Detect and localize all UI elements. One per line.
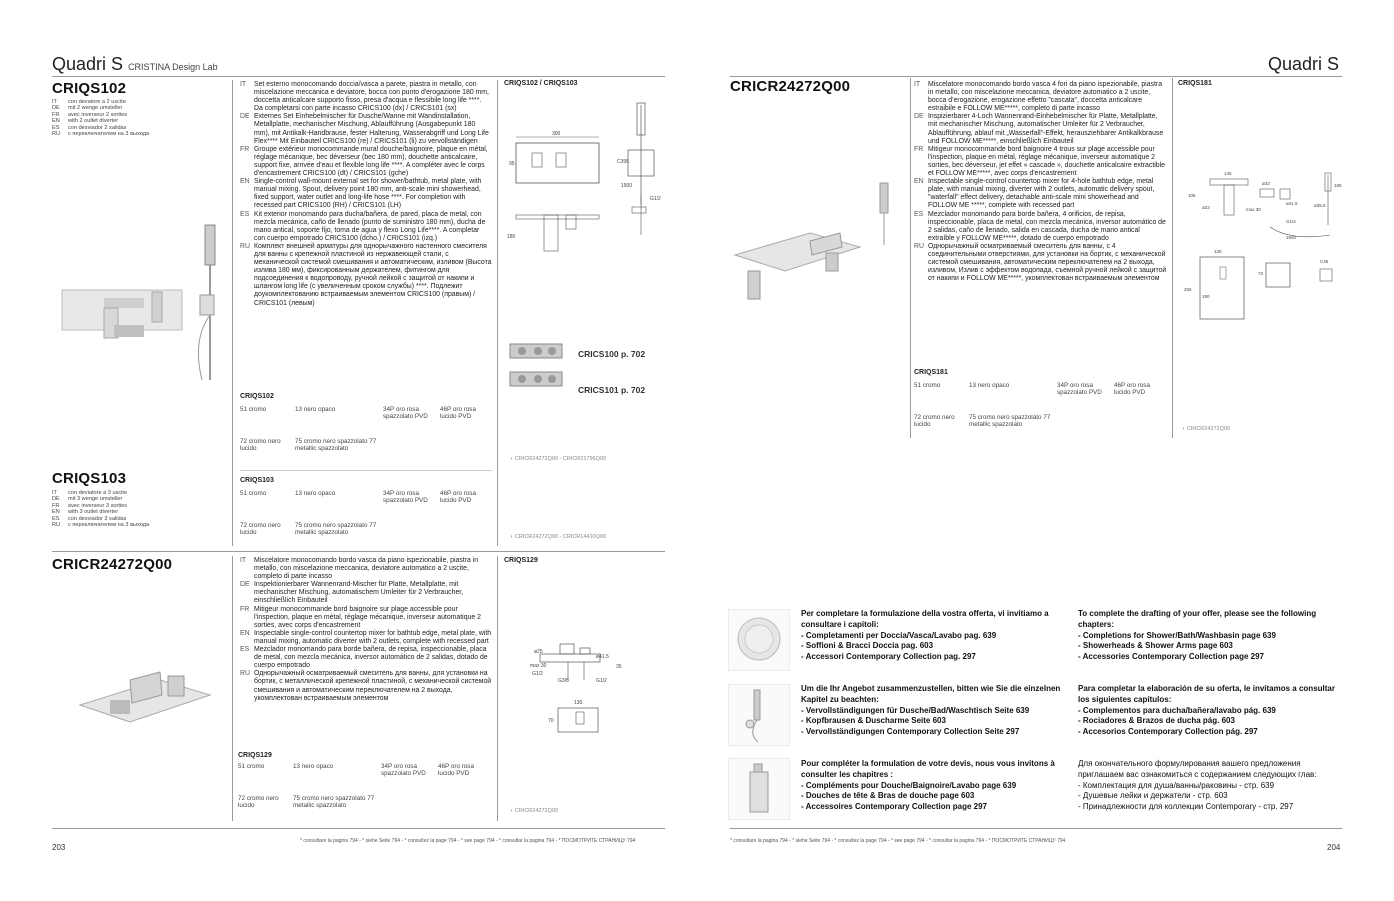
finish-item: 34P oro rosa spazzolato PVD (381, 763, 426, 778)
desc-row (914, 211, 1168, 243)
finishes-title: CRIQS181 (914, 369, 948, 376)
dim-label: ø22 (1202, 205, 1210, 210)
desc-lang: DE (240, 581, 250, 589)
desc-text: Комплект внешней арматуры для однорычажного настенного смесителя для ванны с крепежной пластиной из нержавеющей стали, с механической системой смешивания и автоматическим, изливом (Высота излива 180 мм), фиксированным держателем, фитингом для подсоединения к водопроводу, ручной лейкой с защитой от накипи и шлангом long life (с увеличенным сроком службы) ****. Подлежит доукомплектованию встраиваемым элементом CRICS100 (правым) / CRICS101 (левым) (254, 242, 492, 307)
product-code-criqs181: CRICR24272Q00 (730, 78, 851, 95)
lang-key: RU (52, 131, 61, 138)
tech-title-criqs102: CRIQS102 / CRIQS103 (504, 80, 578, 87)
dim-label: 130 (574, 700, 583, 706)
column-divider (232, 556, 233, 821)
finish-item: 46P oro rosa lucido PVD (440, 406, 476, 421)
finishes-title: CRIQS129 (238, 752, 272, 759)
desc-lang: EN (240, 629, 250, 637)
product-image-criqs129 (70, 650, 220, 740)
desc-lang: FR (914, 145, 924, 153)
desc-text: Inspektionierbarer Wannenrand-Mischer für Platte, Metallplatte, mit mechanischer Mischung, automatischem Umleiter für 2 Verbraucher, einschließlich Einbauteil (254, 581, 464, 605)
dim-label: 95 (509, 161, 515, 167)
finishes-criqs181 (914, 369, 1168, 439)
note-en (1078, 609, 1342, 663)
link-crics100: CRICS100 p. 702 (578, 349, 646, 359)
finish-item: 75 cromo nero spazzolato 77 metallic spazzolato (969, 414, 1051, 429)
page-number-right: 204 (1327, 843, 1341, 852)
finish-item: 13 nero opaco (969, 382, 1010, 389)
desc-lang: EN (240, 178, 250, 186)
desc-lang: IT (240, 81, 247, 88)
cartridge-code-text: CRICR24272Q00 (514, 808, 558, 814)
desc-text: Groupe extérieur monocommande mural douche/baignoire, plaque en métal, réglage mécanique, bec déverseur (bec 180 mm), douchette anticalcaire, support fixe, arrivée d'eau et flexible long life ****. A compléter avec le corps d'encastrement CRICS100 (dt) / CRICS101 (gche) (254, 145, 488, 178)
desc-lang: ES (914, 210, 924, 218)
cartridge-code-text: CRICR24272Q00 (1186, 426, 1230, 432)
product-code-criqs129: CRICR24272Q00 (52, 556, 173, 573)
lang-value: con desviador 3 salidas (68, 515, 127, 522)
note-item: - Showerheads & Shower Arms page 603 (1078, 641, 1233, 651)
product-image-criqs102 (52, 220, 227, 390)
product-image-criqs181 (730, 175, 905, 305)
finishes-grid (240, 400, 492, 460)
desc-lang: RU (914, 242, 924, 250)
lang-value: с переключателем на 3 выхода (68, 522, 150, 529)
footer-rule (52, 828, 665, 829)
lang-value: avec inverseur 3 sorties (68, 502, 128, 509)
finish-item: 13 nero opaco (295, 406, 336, 413)
note-item: - Complementos para ducha/bañera/lavabo pág. 639 (1078, 705, 1276, 715)
lang-key: DE (52, 496, 60, 503)
finish-item: 46P oro rosa lucido PVD (440, 490, 476, 505)
lang-key: IT (52, 99, 57, 105)
desc-lang: DE (914, 113, 924, 121)
note-item: - Vervollständigungen Contemporary Collection Seite 297 (801, 727, 1020, 737)
note-heading: Для окончательного формулирования вашего предложения приглашаем вас ознакомиться с содержанием следующих глав: (1078, 759, 1317, 779)
finish-item: 34P oro rosa spazzolato PVD (383, 490, 428, 505)
hand-shower-image (728, 684, 790, 746)
column-divider (910, 78, 911, 438)
note-it (801, 609, 1063, 663)
desc-lang: FR (240, 145, 250, 153)
finish-item: 51 cromo (238, 763, 265, 770)
desc-text: Miscelatore monocomando bordo vasca da piano ispezionabile, piastra in metallo, con miscelazione meccanica, deviatore automatico a 2 uscite, completo di parte incasso (254, 557, 479, 581)
dim-label: 130 (1224, 171, 1232, 176)
finish-item: 72 cromo nero lucido (238, 795, 279, 810)
footnote-left: * consultare la pagina 794 - * siehe Seite 794 - * consultez la page 794 - * see page 794 - * consultar la pagina 794 - * ПОСМОТРИТЕ СТРАНИЦУ 794 (300, 838, 636, 844)
desc-text: Mezclador monomando para borde bañera, 4 orificios, de repisa, inspeccionable, placa de metal, con mezcla mecánica, inversor automático de 2 salidas, caño de llenado, salida en cascada, ducha de mano antical extraíble y FOLLOW ME*****, dotado de cuerpo empotrado (928, 210, 1166, 242)
dim-label: G1/2 (1286, 219, 1296, 224)
tech-title-criqs129: CRIQS129 (504, 557, 538, 564)
dim-label: 35 (616, 664, 622, 670)
cartridge-code-text: CRICR24272Q00 - CRICR21796Q00 (514, 456, 606, 462)
desc-lang: RU (240, 242, 250, 250)
cartridge-code: ◗ CRICR24272Q00 - CRICR21796Q00 (510, 456, 606, 462)
desc-text: Externes Set Einhebelmischer für Dusche/Wanne mit Wandinstallation, Metallplatte, mechanischer Mischung, Ablaufführung (Ausgabepunkt 180 mm), mit Antikalk-Handbrause, fester Halterung, Wasserabgriff und Long Life Flex**** Mit Einbauteil CRICS100 (re) / CRICS101 (li) zu vervollständigen (254, 113, 489, 145)
note-item: - Душевые лейки и держатели - стр. 603 (1078, 791, 1228, 801)
note-heading: Um die Ihr Angebot zusammenzustellen, bitten wie Sie die einzelnen Kapitel zu beachten: (801, 684, 1061, 704)
desc-lang: ES (240, 210, 250, 218)
desc-text: Mitigeur monocommande bord baignoire sur plage accessible pour l'inspection, plaque en métal, réglage mécanique, inverseur automatique 2 sorties, avec corps d'encastrement (254, 605, 481, 629)
desc-row (240, 146, 492, 178)
header-rule (52, 76, 665, 77)
desc-lang: ES (240, 646, 250, 654)
lang-value: con desviador 2 salidas (68, 124, 127, 131)
lang-row (52, 131, 227, 137)
desc-row (914, 146, 1168, 178)
dim-label: max 30 (1246, 207, 1261, 212)
lang-key: EN (52, 118, 60, 125)
tech-drawing-criqs102 (504, 95, 664, 335)
column-divider (232, 80, 233, 546)
footer-rule (730, 828, 1342, 829)
dim-label: C395 (617, 159, 629, 165)
note-item: - Kopfbrausen & Duscharme Seite 603 (801, 716, 946, 726)
desc-text: Set esterno monocomando doccia/vasca a parete, piastra in metallo, con miscelazione meccanica e deviatore, bocca con punto d'erogazione 180 mm, doccetta anticalcare supporto fisso, presa d'acqua e flessibile long life ****. Da completarsi con parte incasso CRICS100 (dx) / CRICS101 (sx) (254, 81, 489, 113)
dim-label: max 30 (530, 663, 547, 669)
lang-key: DE (52, 105, 60, 112)
header-rule (730, 76, 1342, 77)
dim-label: 1500 (1286, 235, 1297, 240)
lang-value: con deviatore a 3 uscite (68, 490, 128, 496)
description-criqs102 (240, 81, 492, 308)
dim-label: ø35.5 (1314, 203, 1326, 208)
note-de (801, 684, 1063, 738)
desc-row (914, 178, 1168, 210)
note-item: - Soffioni & Bracci Doccia pag. 603 (801, 641, 934, 651)
desc-text: Inspectable single-control countertop mixer for 4-hole bathtub edge, metal plate, with manual mixing, diverter with 2 outlets, automatic delivery spout, "waterfall" effect delivery, detachable anti-scale mini showerhead and FOLLOW ME *****, complete with recessed part (928, 178, 1155, 210)
link-crics101: CRICS101 p. 702 (578, 385, 646, 395)
dim-label: 185 (1334, 183, 1342, 188)
note-item: - Комплектация для душа/ванны/раковины - стр. 639 (1078, 780, 1275, 790)
dim-label: ø33 (1262, 181, 1270, 186)
desc-text: Kit exterior monomando para ducha/bañera, de pared, placa de metal, con mezcla mecánica, caño de llenado (punto de suministro 180 mm), ducha de mano antical, soporte fijo, toma de agua y flexo Long Life****. A completar con cuerpo empotrado CRICS100 (dcho.) / CRICS101 (izq.) (254, 210, 486, 242)
lang-key: ES (52, 515, 60, 522)
finish-item: 51 cromo (240, 490, 267, 497)
cartridge-code-text: CRICR24272Q00 - CRICR14410Q00 (514, 534, 606, 540)
dim-label: ø41.5 (1286, 201, 1298, 206)
dim-label: G3/8 (558, 678, 569, 684)
dim-label: ø25 (534, 649, 543, 655)
dim-label: C45 (1320, 259, 1329, 264)
lang-value: avec inverseur 2 sorties (68, 111, 128, 118)
tech-title-criqs181: CRIQS181 (1178, 80, 1212, 87)
lang-key: FR (52, 502, 60, 509)
lang-row (52, 522, 227, 528)
recessed-part-images (504, 338, 574, 396)
lang-value: mit 2 wenge umsteller (68, 105, 123, 112)
dim-label: 106 (1188, 193, 1196, 198)
note-item: - Douches de tête & Bras de douche page 603 (801, 791, 975, 801)
finish-item: 72 cromo nero lucido (240, 438, 281, 453)
note-item: - Compléments pour Douche/Baignoire/Lavabo page 639 (801, 780, 1017, 790)
tech-drawing-criqs181 (1180, 165, 1345, 325)
page-number-left: 203 (52, 843, 66, 852)
desc-lang: IT (914, 81, 921, 88)
desc-row (240, 646, 492, 670)
note-ru (1078, 759, 1342, 813)
brand-subtitle: CRISTINA Design Lab (128, 62, 218, 72)
lang-key: ES (52, 124, 60, 131)
finish-item: 75 cromo nero spazzolato 77 metallic spazzolato (295, 522, 377, 537)
dim-label: 70 (548, 718, 554, 724)
desc-lang: FR (240, 605, 250, 613)
description-criqs181 (914, 81, 1168, 283)
desc-text: Однорычажный осматриваемый смеситель для ванны, для установки на бортик, с металлической крепежной пластиной, с механической системой смешивания и автоматическим переключателем на 2 выхода, укомплектован встраиваемым элементом (254, 670, 492, 702)
note-heading: Per completare la formulazione della vostra offerta, vi invitiamo a consultare i capitoli: (801, 609, 1049, 629)
brand-right: Quadri S (1268, 54, 1340, 74)
lang-value: with 3 outlet diverter (68, 509, 119, 516)
column-divider (497, 80, 498, 546)
desc-row (240, 211, 492, 243)
note-heading: To complete the drafting of your offer, please see the following chapters: (1078, 609, 1317, 629)
finish-item: 72 cromo nero lucido (240, 522, 281, 537)
finishes-grid (238, 759, 492, 819)
desc-text: Однорычажный осматриваемый смеситель для ванны, с 4 соединительными отверстиями, для установки на бортик, с механической системой смешивания, автоматическим переключателем на 2 выхода, изливом, Излив с эффектом водопада, съемной ручной лейкой с защитой от накипи и FOLLOW ME*****, укомплектован встраиваемым элементом (928, 242, 1167, 283)
dim-label: G1/2 (532, 671, 543, 677)
finish-item: 51 cromo (240, 406, 267, 413)
finishes-criqs129 (238, 752, 492, 822)
desc-text: Mitigeur monocommande bord baignoire 4 trous sur plage accessible pour l'inspection, plaque en métal, réglage mécanique, inverseur automatique 2 sorties, bec déverseur, jet effet « cascade », douchette anticalcaire extractible et FOLLOW ME*****, avec corps d'encastrement (928, 145, 1165, 178)
desc-text: Inspectable single-control countertop mixer for bathtub edge, metal plate, with manual mixing, automatic diverter with 2 outlets, complete with recessed part (254, 629, 492, 645)
note-item: - Принадлежности для коллекции Contemporary - стр. 297 (1078, 802, 1294, 812)
cartridge-code: ◗ CRICR24272Q00 (510, 808, 558, 814)
desc-row (240, 581, 492, 605)
dim-label: 256 (1184, 287, 1192, 292)
finish-item: 51 cromo (914, 382, 941, 389)
desc-row (914, 81, 1168, 113)
lang-value: с переключателем на 3 выхода (68, 131, 150, 138)
note-item: - Completamenti per Doccia/Vasca/Lavabo pag. 639 (801, 630, 997, 640)
desc-row (240, 113, 492, 145)
note-item: - Rociadores & Brazos de ducha pág. 603 (1078, 716, 1235, 726)
finish-item: 72 cromo nero lucido (914, 414, 955, 429)
finish-item: 13 nero opaco (293, 763, 334, 770)
desc-row (240, 178, 492, 210)
lang-value: with 2 outlet diverter (68, 118, 119, 125)
dim-label: 130 (1214, 249, 1222, 254)
brand-left (52, 54, 218, 75)
product-code-criqs102: CRIQS102 (52, 80, 127, 97)
column-divider (1172, 78, 1173, 438)
langs-criqs103 (52, 490, 227, 528)
brand-title: Quadri S (52, 54, 124, 74)
dim-label: 1500 (621, 183, 633, 189)
note-item: - Accessories Contemporary Collection page 297 (1078, 652, 1264, 662)
dim-label: 300 (552, 131, 561, 137)
desc-text: Mezclador monomando para borde bañera, de repisa, inspeccionable, placa de metal, con mezcla mecánica, inversor automático de 2 salidas, dotado de cuerpo empotrado (254, 646, 488, 670)
finish-item: 75 cromo nero spazzolato 77 metallic spazzolato (295, 438, 377, 453)
desc-row (914, 243, 1168, 283)
section-rule (240, 470, 492, 471)
lang-key: RU (52, 522, 61, 529)
note-item: - Accesorios Contemporary Collection pág. 297 (1078, 727, 1258, 737)
finishes-criqs103 (240, 477, 492, 547)
note-es (1078, 684, 1342, 738)
desc-row (240, 81, 492, 113)
finish-item: 13 nero opaco (295, 490, 336, 497)
finish-item: 34P oro rosa spazzolato PVD (383, 406, 428, 421)
dim-label: 180 (507, 234, 516, 240)
lang-value: mit 3 wenge umsteller (68, 496, 123, 503)
desc-row (240, 243, 492, 308)
finishes-criqs102 (240, 393, 492, 463)
showerhead-image (728, 609, 790, 671)
dim-label: 73 (1258, 271, 1264, 276)
desc-text: Single-control wall-mount external set for shower/bathtub, metal plate, with manual mixing. Spout, delivery point 180 mm, anti-scale mini showerhead, fixed support, water outlet and long-life hose ****. For completion with recessed part CRICS100 (RH) / CRICS101 (LH) (254, 178, 482, 210)
finishes-grid (914, 376, 1168, 436)
desc-lang: IT (240, 557, 247, 564)
desc-row (240, 606, 492, 630)
dim-label: ø41.5 (596, 654, 609, 660)
note-item: - Completions for Shower/Bath/Washbasin page 639 (1078, 630, 1276, 640)
product-code-criqs103: CRIQS103 (52, 470, 127, 487)
note-item: - Accessoires Contemporary Collection page 297 (801, 802, 987, 812)
note-heading: Pour compléter la formulation de votre devis, nous vous invitons à consulter les chapitres : (801, 759, 1055, 779)
note-item: - Accessori Contemporary Collection pag. 297 (801, 652, 976, 662)
dim-label: 190 (1202, 294, 1210, 299)
desc-text: Inspizierbarer 4-Loch Wannenrand-Einhebelmischer für Platte, Metallplatte, mit mechanischer Mischung, automatischer Umleiter für 2 Verbraucher, Ablaufführung, ablauf mit „Wasserfall"-Effekt, herausziehbarer Antikalkbrause und FOLLOW ME*****, einschließlich Einbauteil (928, 113, 1164, 145)
desc-lang: RU (240, 670, 250, 678)
lang-key: IT (52, 490, 57, 496)
note-fr (801, 759, 1063, 813)
lang-key: FR (52, 111, 60, 118)
finish-item: 34P oro rosa spazzolato PVD (1057, 382, 1102, 397)
cartridge-code: ◗ CRICR24272Q00 - CRICR14410Q00 (510, 534, 606, 540)
tech-drawing-criqs129 (520, 640, 630, 750)
desc-row (240, 630, 492, 646)
description-criqs129 (240, 557, 492, 703)
footnote-right: * consultare la pagina 794 - * siehe Seite 794 - * consultez la page 794 - * see page 794 - * consultar la pagina 794 - * ПОСМОТРИТЕ СТРАНИЦУ 794 (730, 838, 1066, 844)
column-divider (497, 556, 498, 821)
note-item: - Vervollständigungen für Dusche/Bad/Waschtisch Seite 639 (801, 705, 1030, 715)
dim-label: G1/2 (596, 678, 607, 684)
lang-value: con devatore a 2 uscite (68, 99, 126, 105)
finishes-title: CRIQS103 (240, 477, 274, 484)
soap-dispenser-image (728, 758, 790, 820)
section-rule (52, 551, 665, 552)
finish-item: 46P oro rosa lucido PVD (1114, 382, 1150, 397)
desc-row (240, 557, 492, 581)
note-heading: Para completar la elaboración de su oferta, le invitamos a consultar los siguientes capítulos: (1078, 684, 1335, 704)
finish-item: 75 cromo nero spazzolato 77 metallic spazzolato (293, 795, 375, 810)
finish-item: 46P oro rosa lucido PVD (438, 763, 474, 778)
finishes-title: CRIQS102 (240, 393, 274, 400)
desc-text: Miscelatore monocomando bordo vasca 4 fori da piano ispezionabile, piastra in metallo, con miscelazione meccanica, deviatore automatico a 2 uscite, bocca d'erogazione, erogazione effetto "cascata", doccetta anticalcare estraibile e FOLLOW ME*****, completo di parte incasso (928, 81, 1163, 113)
desc-lang: DE (240, 113, 250, 121)
dim-label: G1/2 (650, 196, 661, 202)
cartridge-code: ◗ CRICR24272Q00 (1182, 426, 1230, 432)
langs-criqs102 (52, 99, 227, 137)
desc-lang: EN (914, 178, 924, 186)
desc-row (914, 113, 1168, 145)
lang-key: EN (52, 509, 60, 516)
finishes-grid (240, 484, 492, 544)
desc-row (240, 670, 492, 702)
